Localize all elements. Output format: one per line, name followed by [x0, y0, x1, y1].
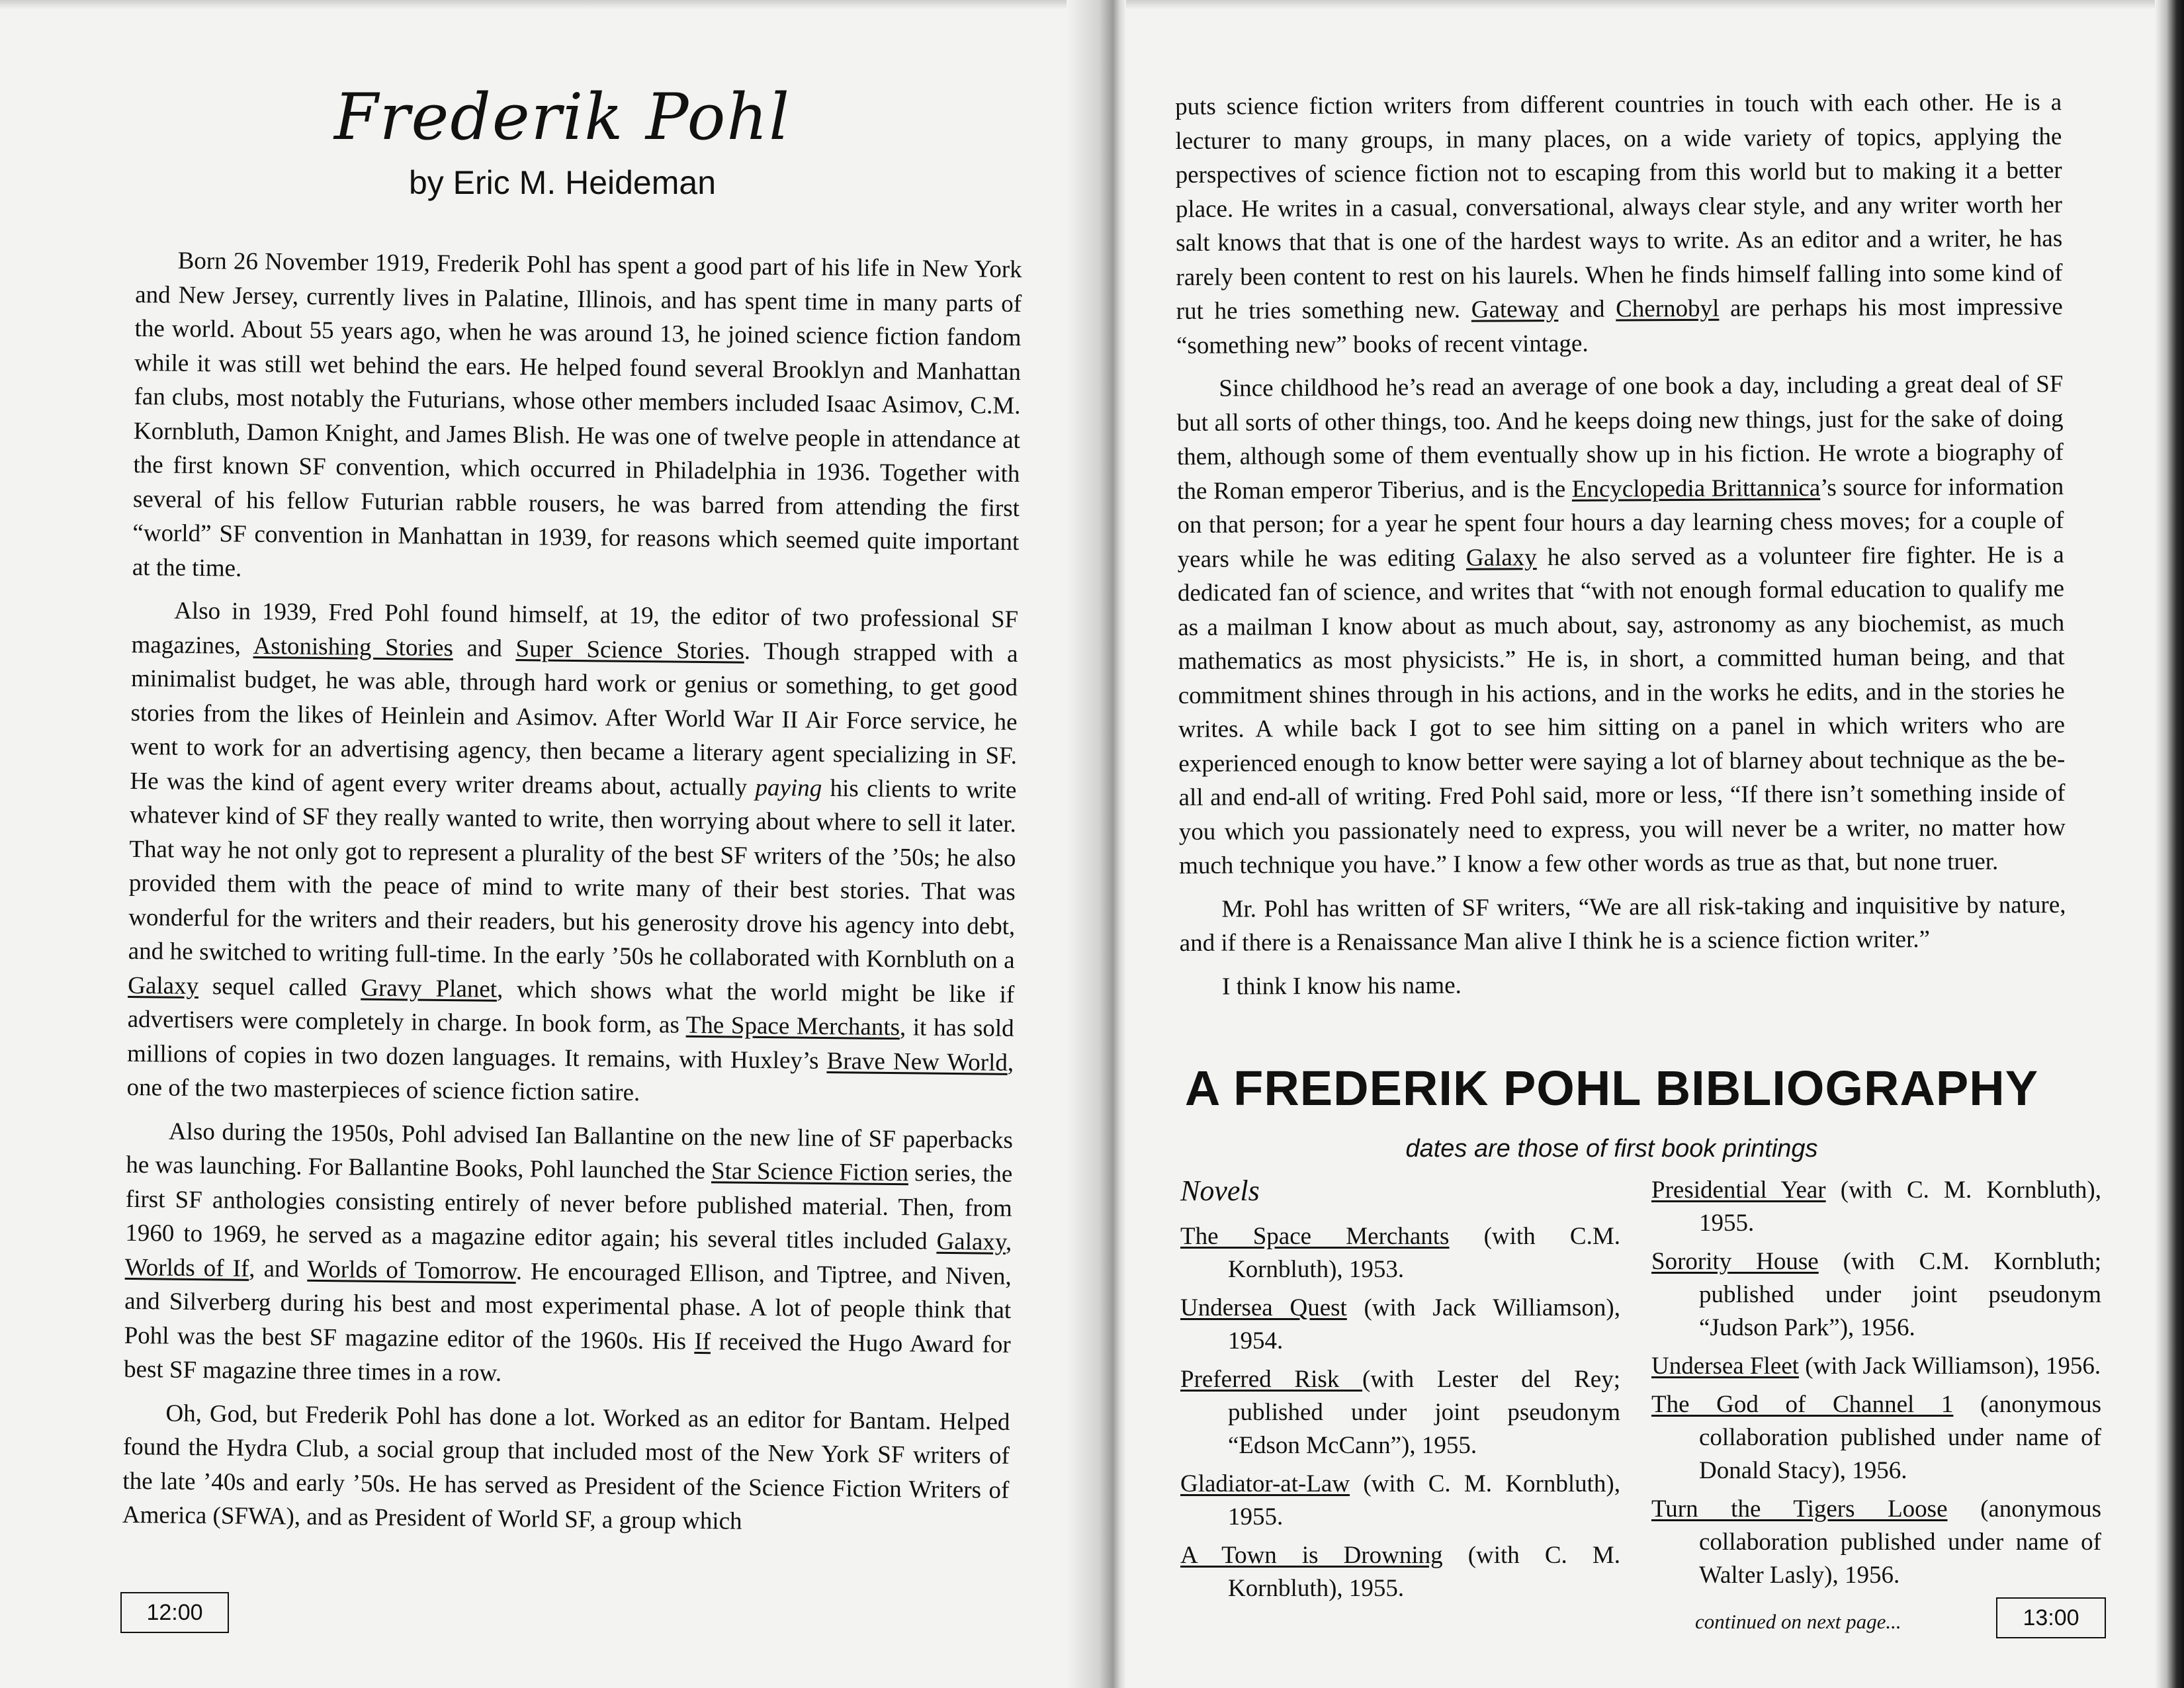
bibliography-entry [1651, 1388, 2101, 1488]
paragraph-text: Also in 1939, Fred Pohl found himself, at 19, the editor of two professional SF magazines, [131, 597, 1019, 660]
paragraph-text: . Though strapped with a minimalist budget, he was able, through hard work or genius or something, to get good stories from the likes of Heinlein and Asimov. After World War II Air Force service, he went to work for an advertising agency, then became a literary agent specializing in SF. He was the kind of agent every writer dreams about, actually [130, 637, 1018, 801]
novel-details: (anonymous collaboration published under name of Donald Stacy), 1956. [1699, 1391, 2101, 1484]
title-reference: Brave New World [826, 1047, 1008, 1077]
paragraph-text: his clients to write whatever kind of SF they really wanted to write, then worrying about where to sell it later. That way he not only got to represent a plurality of the best SF writers of the ’50s; he also provided them with the peace of mind to write many of their best stories. That was wonderful for the writers and their readers, but his generosity drove his agency into debt, and he switched to writing full-time. In the early ’50s he collaborated with Kornbluth on a [128, 774, 1017, 974]
body-paragraph [1175, 85, 2063, 363]
left-body-text [122, 244, 1022, 1541]
novel-details: (with Lester del Rey; published under joint pseudonym “Edson McCann”), 1955. [1228, 1366, 1620, 1459]
novel-details: (with Jack Williamson), 1954. [1228, 1294, 1620, 1355]
body-paragraph [124, 1114, 1013, 1396]
bibliography-subtitle: dates are those of first book printings [1405, 1135, 1818, 1163]
paragraph-text: he also served as a volunteer fire fighter. He is a dedicated fan of science, and writes that “with not enough formal education to qualify me as a mailman I know about as much about, say, astronomy as any biochemist, as much mathematics as most physicists.” He is, in short, a committed human being, and that commitment shines through in his actions, and in the works he edits, and in the stories he writes. A while back I got to see him sitting on a panel in which writers who are experienced enough to know better were saying a lot of blarney about technique as the be-all and end-all of writing. Fred Pohl said, more or less, “If there isn’t something inside of you which you passionately need to express, you will never be a writer, no matter how much technique you have.” I know a few other words as true as that, but none truer. [1177, 541, 2066, 879]
novels-heading: Novels [1180, 1175, 1260, 1207]
novel-details: (with C.M. Kornbluth), 1953. [1228, 1223, 1620, 1283]
paragraph-text: Since childhood he’s read an average of one book a day, including a great deal of SF but all sorts of other things, too. And he keeps doing new things, just for the sake of doing them, although some of them eventually show up in his fiction. He wrote a biography of the Roman emperor Tiberius, and is the [1176, 370, 2064, 505]
title-reference: The Space Merchants [685, 1011, 900, 1042]
novel-details: (with C. M. Kornbluth), 1955. [1228, 1542, 1620, 1602]
paragraph-text: I think I know his name. [1221, 971, 1462, 1000]
title-reference: Worlds of Tomorrow [307, 1255, 517, 1285]
novel-details: (anonymous collaboration published under name of Walter Lasly), 1956. [1699, 1495, 2101, 1589]
bibliography-entry [1180, 1363, 1620, 1462]
paragraph-text: received the Hugo Award for best SF magazine three times in a row. [123, 1327, 1011, 1387]
novel-details: (with Jack Williamson), 1956. [1798, 1353, 2101, 1380]
title-reference: Worlds of If [124, 1253, 249, 1282]
novel-title: Turn the Tigers Loose [1651, 1495, 1948, 1523]
body-paragraph [1179, 887, 2066, 960]
title-reference: Gravy Planet [361, 974, 498, 1003]
title-reference: Chernobyl [1616, 294, 1720, 323]
paragraph-text: and [1558, 295, 1616, 323]
novel-title: Preferred Risk [1180, 1366, 1363, 1393]
title-reference: Star Science Fiction [711, 1157, 909, 1187]
left-page [0, 0, 1085, 1688]
paragraph-text: Oh, God, but Frederik Pohl has done a lot. Worked as an editor for Bantam. Helped found the Hydra Club, a social group that included most of the New York SF writers of the late ’40s and early ’50s. He has served as President of the Science Fiction Writers of America (SFWA), and as President of World SF, a group which [122, 1399, 1010, 1535]
title-reference: Encyclopedia Brittannica [1571, 474, 1821, 503]
right-body-text [1175, 85, 2066, 1004]
bibliography-entry [1180, 1292, 1620, 1358]
title-reference: Galaxy [936, 1227, 1006, 1256]
body-paragraph [132, 244, 1022, 594]
paragraph-text: are perhaps his most impressive “something new” books of recent vintage. [1176, 292, 2063, 359]
novel-title: A Town is Drowning [1180, 1542, 1443, 1569]
book-gutter [1067, 0, 1126, 1688]
novel-title: Undersea Quest [1180, 1294, 1347, 1321]
page-number-left: 12:00 [120, 1592, 229, 1633]
article-byline: by Eric M. Heideman [408, 164, 717, 201]
title-reference: Galaxy [1465, 543, 1537, 572]
novel-title: Gladiator-at-Law [1180, 1470, 1350, 1497]
body-paragraph [122, 1396, 1010, 1541]
paragraph-text: Mr. Pohl has written of SF writers, “We are all risk-taking and inquisitive by nature, and if there is a Renaissance Man alive I think he is a science fiction writer.” [1179, 891, 2066, 957]
bibliography-entry [1651, 1493, 2101, 1592]
novel-details: (with C. M. Kornbluth), 1955. [1228, 1470, 1620, 1531]
bibliography-right-column [1651, 1174, 2101, 1597]
bibliography-entry [1180, 1539, 1620, 1605]
novel-title: Undersea Fleet [1651, 1353, 1799, 1380]
paragraph-text: , one of the two masterpieces of science fiction satire. [126, 1049, 1014, 1107]
page-number-right: 13:00 [1996, 1597, 2106, 1638]
emphasis-text: paying [755, 774, 822, 802]
novel-title: The Space Merchants [1180, 1223, 1450, 1250]
page-right-edge [2155, 0, 2184, 1688]
paragraph-text: . He encouraged Ellison, and Tiptree, and Niven, and Silverberg during his best and most experimental phase. A lot of people think that Pohl was the best SF magazine editor of the 1960s. His [124, 1257, 1012, 1355]
article-title: Frederik Pohl [334, 80, 791, 154]
continued-note: continued on next page... [1695, 1610, 1901, 1633]
title-reference: Super Science Stories [515, 635, 745, 665]
bibliography-left-column [1180, 1220, 1620, 1611]
title-reference: Galaxy [128, 971, 199, 1000]
body-paragraph [1180, 965, 2066, 1004]
paragraph-text: , [1005, 1228, 1012, 1256]
paragraph-text: , which shows what the world might be like if advertisers were completely in charge. In book form, as [127, 975, 1015, 1039]
paragraph-text: sequel called [198, 972, 361, 1002]
bibliography-entry [1180, 1468, 1620, 1534]
bibliography-title: A FREDERIK POHL BIBLIOGRAPHY [1184, 1061, 2039, 1116]
bibliography-entry [1180, 1220, 1620, 1286]
title-reference: If [694, 1327, 711, 1355]
bibliography-entry [1651, 1350, 2101, 1383]
paragraph-text: , and [249, 1255, 308, 1283]
title-reference: Gateway [1471, 295, 1559, 324]
right-page [1118, 0, 2184, 1688]
title-reference: Astonishing Stories [253, 632, 454, 662]
paragraph-text: , it has sold millions of copies in two dozen languages. It remains, with Huxley’s [126, 1014, 1014, 1075]
novel-details: (with C.M. Kornbluth; published under joint pseudonym “Judson Park”), 1956. [1699, 1248, 2102, 1341]
bibliography-entry [1651, 1174, 2101, 1240]
novel-details: (with C. M. Kornbluth), 1955. [1699, 1177, 2101, 1237]
paragraph-text: series, the first SF anthologies consisting entirely of never before published material. Then, from 1960 to 1969, he served as a magazine editor again; his several titles included [125, 1159, 1013, 1255]
bibliography-entry [1651, 1245, 2101, 1345]
paragraph-text: puts science fiction writers from different countries in touch with each other. He is a lecturer to many groups, in many places, on a wide variety of topics, applying the perspectives of science fiction not to escaping from this world but to making it a better place. He writes in a casual, conversational, always clear style, and any writer worth her salt knows that that is one of the hardest ways to write. As an editor and a writer, he has rarely been content to rest on his laurels. When he finds himself falling into some kind of rut he tries something new. [1175, 88, 2063, 325]
paragraph-text: Born 26 November 1919, Frederik Pohl has spent a good part of his life in New York and New Jersey, currently lives in Palatine, Illinois, and has spent time in many parts of the world. About 55 years ago, when he was around 13, he joined science fiction fandom while it was still wet behind the ears. He helped found several Brooklyn and Manhattan fan clubs, most notably the Futurians, whose other members included Isaac Asimov, C.M. Kornbluth, Damon Knight, and James Blish. He was one of twelve people in attendance at the first known SF convention, which occurred in Philadelphia in 1936. Together with several of his fellow Futurian rabble rousers, he was barred from attending the first “world” SF convention in Manhattan in 1939, for reasons which seemed quite important at the time. [132, 247, 1022, 582]
paragraph-text: and [453, 634, 516, 662]
novel-title: Sorority House [1651, 1248, 1819, 1275]
body-paragraph [1176, 367, 2066, 883]
paragraph-text: ’s source for information on that person; for a year he spent four hours a day learning chess moves; for a couple of years while he was editing [1177, 472, 2064, 573]
body-paragraph [126, 594, 1018, 1114]
paragraph-text: Also during the 1950s, Pohl advised Ian Ballantine on the new line of SF paperbacks he was launching. For Ballantine Books, Pohl launched the [126, 1118, 1014, 1185]
novel-title: The God of Channel 1 [1651, 1391, 1954, 1418]
novel-title: Presidential Year [1651, 1177, 1826, 1204]
